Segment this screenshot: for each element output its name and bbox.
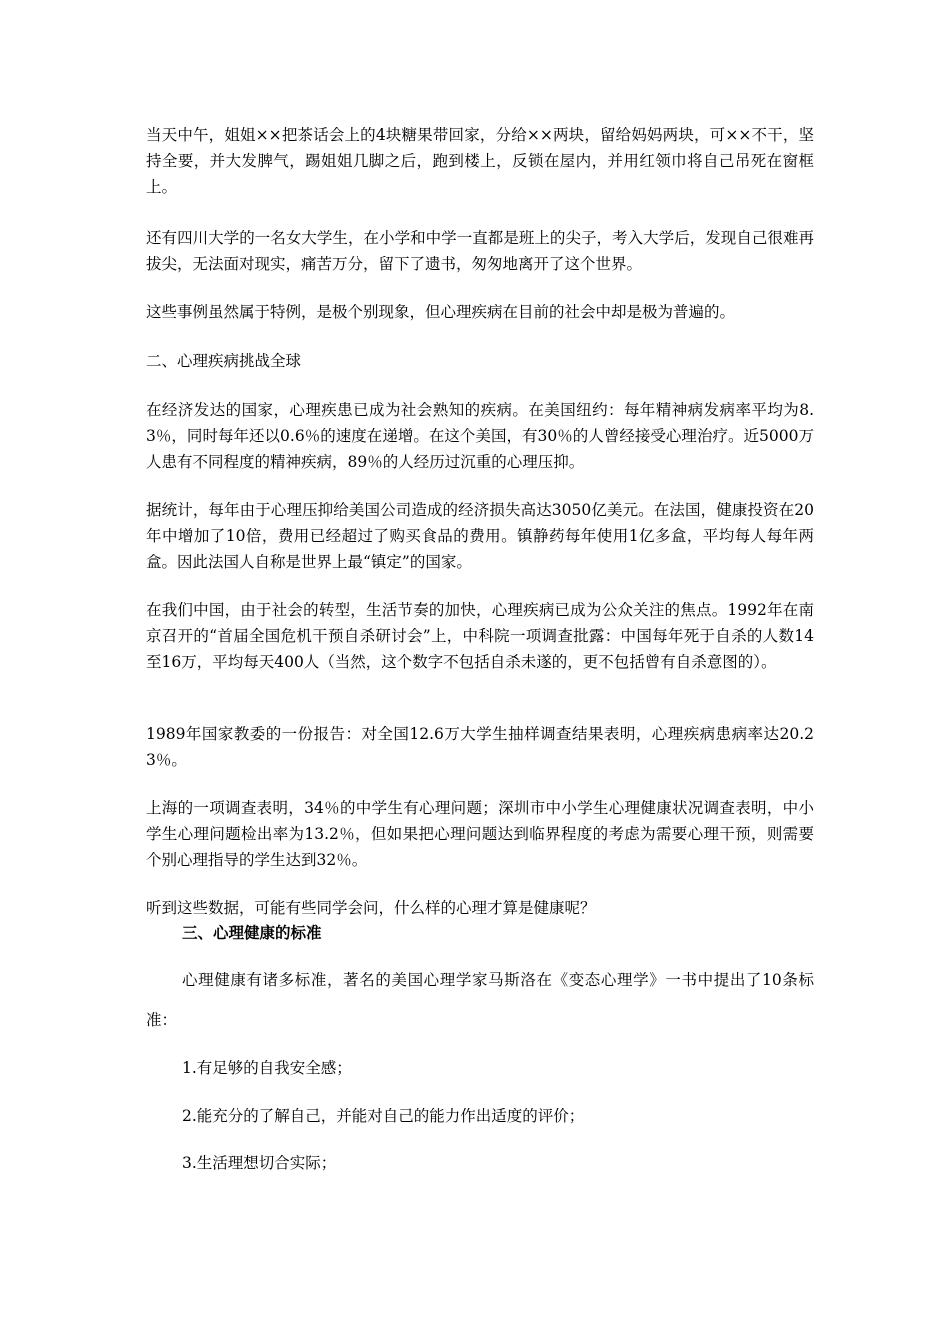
- paragraph-8: 上海的一项调查表明，34％的中学生有心理问题；深圳市中小学生心理健康状况调查表明，中小学生心理问题检出率为13.2％，但如果把心理问题达到临界程度的考虑为需要心理干预，则需要个别心理指导的学生达到32％。: [146, 799, 814, 869]
- list-item-1: 1.有足够的自我安全感；: [182, 1059, 352, 1077]
- paragraph-2: 还有四川大学的一名女大学生，在小学和中学一直都是班上的尖子，考入大学后，发现自己很难再拔尖，无法面对现实，痛苦万分，留下了遗书，匆匆地离开了这个世界。: [146, 229, 814, 273]
- list-item-2: 2.能充分的了解自己，并能对自己的能力作出适度的评价；: [182, 1107, 585, 1125]
- section-heading-3: 三、心理健康的标准: [182, 923, 322, 942]
- paragraph-6: 在我们中国，由于社会的转型，生活节奏的加快，心理疾病已成为公众关注的焦点。1992年在南京召开的“首届全国危机干预自杀研讨会”上，中科院一项调查批露：中国每年死于自杀的人数14至16万，平均每天400人（当然，这个数字不包括自杀未遂的，更不包括曾有自杀意图的）。: [146, 601, 814, 671]
- list-item-3: 3.生活理想切合实际；: [182, 1154, 337, 1172]
- section-heading-2: 二、心理疾病挑战全球: [146, 352, 302, 370]
- paragraph-7: 1989年国家教委的一份报告：对全国12.6万大学生抽样调查结果表明，心理疾病患病率达20.23％。: [146, 725, 814, 769]
- paragraph-3: 这些事例虽然属于特例，是极个别现象，但心理疾病在目前的社会中却是极为普遍的。: [146, 303, 736, 321]
- paragraph-4: 在经济发达的国家，心理疾患已成为社会熟知的疾病。在美国纽约：每年精神病发病率平均为8.3％，同时每年还以0.6％的速度在递增。在这个美国，有30％的人曾经接受心理治疗。近5000万人患有不同程度的精神疾病，89％的人经历过沉重的心理压抑。: [146, 401, 814, 471]
- paragraph-9: 听到这些数据，可能有些同学会问，什么样的心理才算是健康呢？: [146, 899, 596, 917]
- paragraph-10: 心理健康有诸多标准，著名的美国心理学家马斯洛在《变态心理学》一书中提出了10条标准：: [146, 971, 814, 1029]
- paragraph-1: 当天中午，姐姐××把茶话会上的4块糖果带回家，分给××两块，留给妈妈两块，可××不干，坚持全要，并大发脾气，踢姐姐几脚之后，跑到楼上，反锁在屋内，并用红领巾将自己吊死在窗框上。: [146, 126, 814, 196]
- paragraph-5: 据统计，每年由于心理压抑给美国公司造成的经济损失高达3050亿美元。在法国，健康投资在20年中增加了10倍，费用已经超过了购买食品的费用。镇静药每年使用1亿多盒，平均每人每年两盒。因此法国人自称是世界上最“镇定”的国家。: [146, 501, 814, 571]
